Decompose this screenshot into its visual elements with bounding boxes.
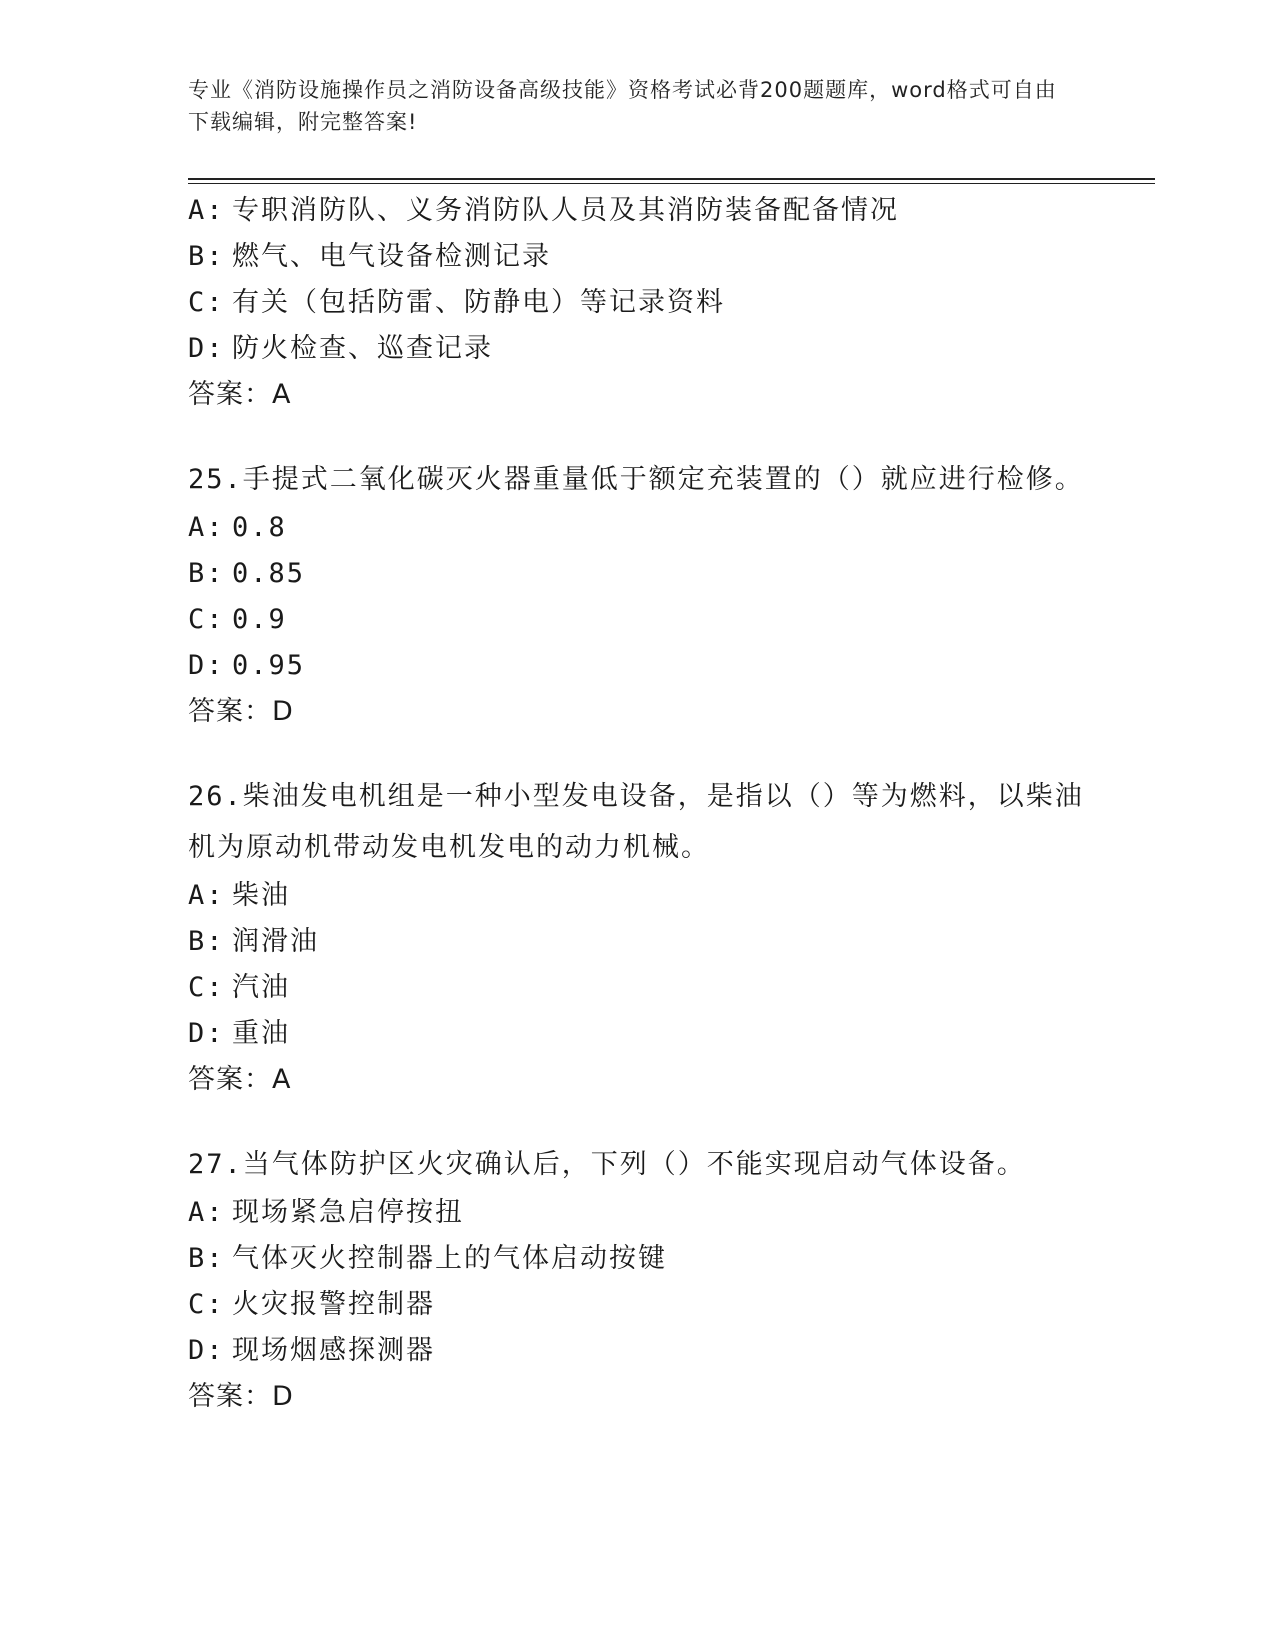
- question-25: [188, 454, 1088, 735]
- option-prefix: A:: [188, 1197, 225, 1228]
- answer-line: 答案：D: [188, 696, 294, 727]
- option-prefix: D:: [188, 650, 225, 681]
- option-prefix: D:: [188, 1335, 225, 1366]
- option-prefix: A:: [188, 512, 225, 543]
- option-d: [188, 326, 1088, 372]
- header-divider-thick: [188, 178, 1155, 180]
- option-b: [188, 1236, 1088, 1282]
- option-text: 重油: [232, 1018, 290, 1049]
- option-prefix: B:: [188, 1243, 225, 1274]
- option-text: 0.8: [232, 512, 287, 543]
- option-a: [188, 188, 1088, 234]
- option-text: 现场烟感探测器: [232, 1335, 435, 1366]
- option-d: [188, 1328, 1088, 1374]
- option-text: 柴油: [232, 880, 290, 911]
- option-prefix: D:: [188, 333, 225, 364]
- question-26: [188, 771, 1088, 1103]
- option-b: [188, 919, 1088, 965]
- option-a: [188, 505, 1088, 551]
- option-a: [188, 1190, 1088, 1236]
- option-prefix: A:: [188, 880, 225, 911]
- option-prefix: A:: [188, 195, 225, 226]
- partial-question: [188, 188, 1088, 418]
- option-prefix: B:: [188, 558, 225, 589]
- option-c: [188, 1282, 1088, 1328]
- option-c: [188, 965, 1088, 1011]
- answer-line: 答案：A: [188, 1064, 292, 1095]
- option-text: 0.9: [232, 604, 287, 635]
- option-d: [188, 643, 1088, 689]
- option-d: [188, 1011, 1088, 1057]
- option-text: 0.95: [232, 650, 306, 681]
- option-b: [188, 234, 1088, 280]
- option-text: 有关（包括防雷、防静电）等记录资料: [232, 287, 725, 318]
- question-list: [188, 188, 1088, 1420]
- question-stem: 26.柴油发电机组是一种小型发电设备，是指以（）等为燃料，以柴油机为原动机带动发电机发电的动力机械。: [188, 781, 1084, 863]
- option-text: 汽油: [232, 972, 290, 1003]
- question-stem: 25.手提式二氧化碳灭火器重量低于额定充装置的（）就应进行检修。: [188, 464, 1084, 495]
- option-text: 专职消防队、义务消防队人员及其消防装备配备情况: [232, 195, 899, 226]
- option-prefix: C:: [188, 604, 225, 635]
- option-prefix: C:: [188, 972, 225, 1003]
- option-text: 防火检查、巡查记录: [232, 333, 493, 364]
- option-prefix: D:: [188, 1018, 225, 1049]
- option-text: 现场紧急启停按扭: [232, 1197, 464, 1228]
- option-c: [188, 597, 1088, 643]
- option-text: 燃气、电气设备检测记录: [232, 241, 551, 272]
- option-text: 0.85: [232, 558, 306, 589]
- answer-line: 答案：D: [188, 1381, 294, 1412]
- option-prefix: C:: [188, 1289, 225, 1320]
- option-b: [188, 551, 1088, 597]
- option-a: [188, 873, 1088, 919]
- option-text: 火灾报警控制器: [232, 1289, 435, 1320]
- option-text: 润滑油: [232, 926, 319, 957]
- document-header: 专业《消防设施操作员之消防设备高级技能》资格考试必背200题题库，word格式可自由下载编辑，附完整答案!: [188, 78, 1057, 134]
- answer-line: 答案：A: [188, 379, 292, 410]
- option-c: [188, 280, 1088, 326]
- question-27: [188, 1139, 1088, 1420]
- option-text: 气体灭火控制器上的气体启动按键: [232, 1243, 667, 1274]
- question-stem: 27.当气体防护区火灾确认后，下列（）不能实现启动气体设备。: [188, 1149, 1026, 1180]
- option-prefix: B:: [188, 241, 225, 272]
- option-prefix: B:: [188, 926, 225, 957]
- header-divider-thin: [188, 183, 1155, 184]
- option-prefix: C:: [188, 287, 225, 318]
